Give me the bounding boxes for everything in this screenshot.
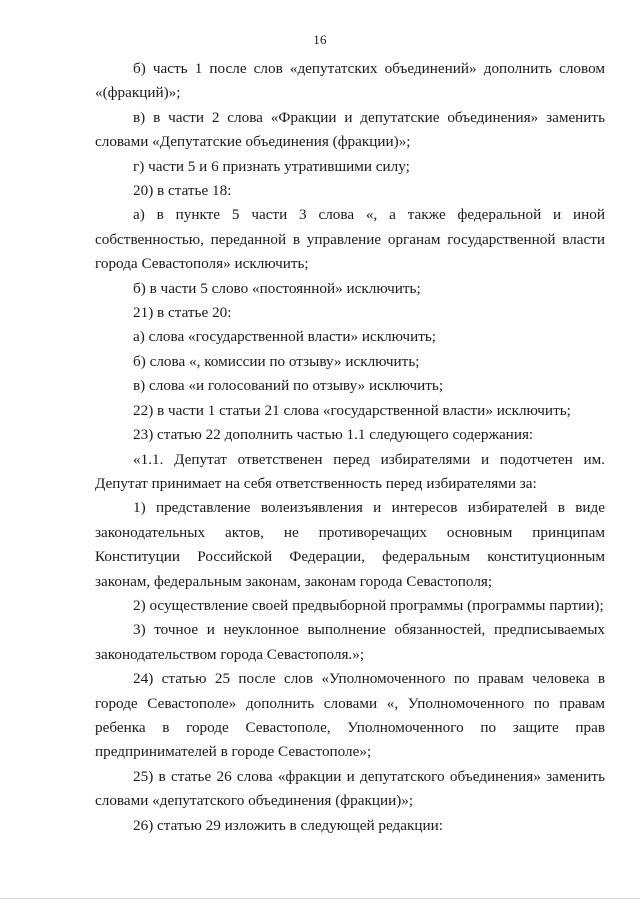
scan-bottom-edge: [0, 898, 640, 899]
paragraph: г) части 5 и 6 признать утратившими силу;: [133, 157, 410, 175]
paragraph: 21) в статье 20:: [133, 304, 232, 322]
paragraph: 25) в статье 26 слова «фракции и депутатского объединения» заменить словами «депутатского объединения (фракции)»;: [95, 767, 605, 810]
paragraph: 22) в части 1 статьи 21 слова «государственной власти» исключить;: [133, 401, 571, 419]
page-number: 16: [313, 32, 327, 47]
paragraph: б) в части 5 слово «постоянной» исключить;: [133, 279, 421, 297]
paragraph: в) в части 2 слова «Фракции и депутатские объединения» заменить словами «Депутатские объединения (фракции)»;: [95, 108, 605, 151]
paragraph: в) слова «и голосований по отзыву» исключить;: [133, 377, 444, 395]
paragraph: 1) представление волеизъявления и интересов избирателей в виде законодательных актов, не противоречащих основным принципам Конституции Российской Федерации, федеральным конституционным законам, федеральным законам, законам города Севастополя;: [95, 499, 605, 590]
document-body: [95, 57, 605, 838]
paragraph: 2) осуществление своей предвыборной программы (программы партии);: [133, 596, 604, 614]
paragraph: а) слова «государственной власти» исключить;: [133, 328, 436, 346]
paragraph: а) в пункте 5 части 3 слова «, а также федеральной и иной собственностью, переданной в управление органам государственной власти города Севастополя» исключить;: [95, 206, 605, 273]
paragraph: 20) в статье 18:: [133, 182, 232, 200]
paragraph: 26) статью 29 изложить в следующей редакции:: [133, 816, 443, 834]
paragraph: 3) точное и неуклонное выполнение обязанностей, предписываемых законодательством города Севастополя.»;: [95, 621, 605, 663]
paragraph: «1.1. Депутат ответственен перед избирателями и подотчетен им. Депутат принимает на себя ответственность перед избирателями за:: [95, 450, 605, 492]
paragraph: б) часть 1 после слов «депутатских объединений» дополнить словом «(фракций)»;: [95, 60, 605, 102]
paragraph: б) слова «, комиссии по отзыву» исключить;: [133, 352, 420, 370]
paragraph: 24) статью 25 после слов «Уполномоченного по правам человека в городе Севастополе» дополнить словами «, Уполномоченного по правам ребенка в городе Севастополе, Уполномоченного по защите прав предпринимателей в городе Севастополе»;: [95, 670, 605, 761]
paragraph: 23) статью 22 дополнить частью 1.1 следующего содержания:: [133, 426, 534, 444]
